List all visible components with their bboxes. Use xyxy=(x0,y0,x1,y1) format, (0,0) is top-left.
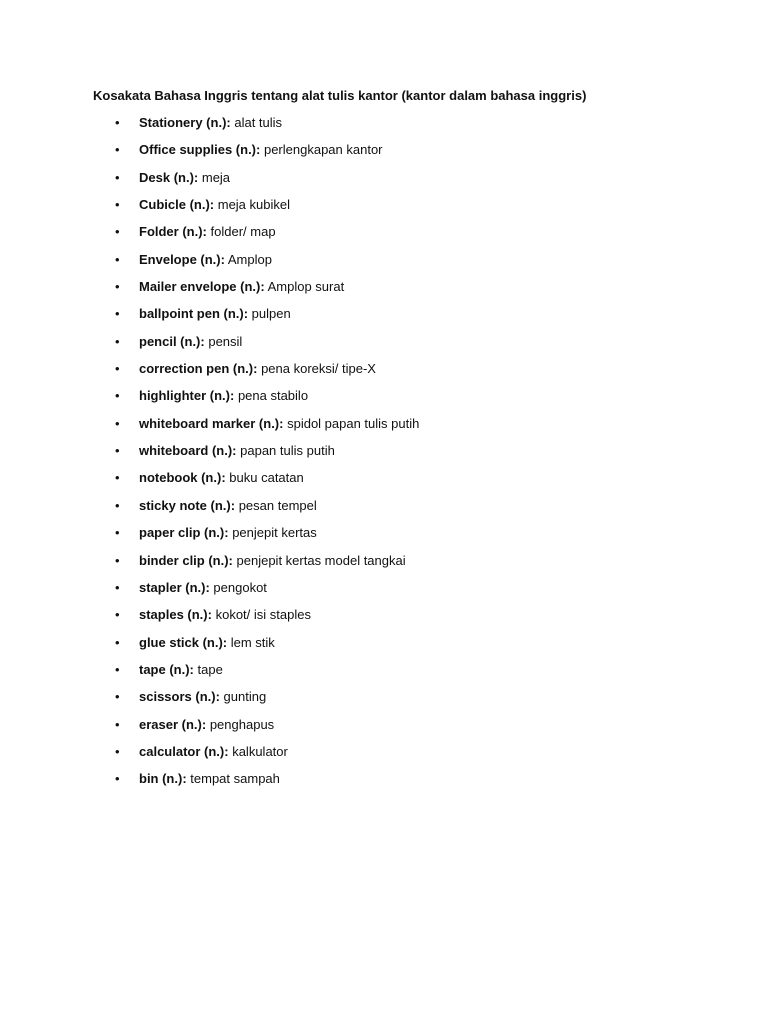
vocab-meaning: buku catatan xyxy=(229,470,304,486)
list-item xyxy=(0,114,768,141)
list-item xyxy=(0,305,768,332)
vocab-meaning: meja kubikel xyxy=(217,197,290,213)
list-item xyxy=(0,770,768,797)
list-item xyxy=(0,634,768,661)
bullet-icon: • xyxy=(115,306,120,322)
vocab-entry xyxy=(139,387,308,405)
vocab-term: ballpoint pen (n.): xyxy=(139,306,249,322)
list-item xyxy=(0,716,768,743)
vocab-entry xyxy=(139,251,272,269)
bullet-icon: • xyxy=(115,443,120,459)
vocab-entry xyxy=(139,442,335,460)
vocab-meaning: gunting xyxy=(223,689,267,705)
vocab-term: Folder (n.): xyxy=(139,224,207,240)
bullet-icon: • xyxy=(115,579,120,595)
list-item xyxy=(0,688,768,715)
vocab-meaning: tape xyxy=(197,661,223,677)
vocab-term: eraser (n.): xyxy=(139,716,207,732)
list-item xyxy=(0,661,768,688)
list-item xyxy=(0,442,768,469)
vocab-meaning: penghapus xyxy=(209,716,275,732)
vocab-entry xyxy=(139,169,230,187)
vocab-entry xyxy=(139,688,266,706)
vocab-term: stapler (n.): xyxy=(139,579,210,595)
vocab-entry xyxy=(139,552,406,570)
vocab-term: Desk (n.): xyxy=(139,169,199,185)
bullet-icon: • xyxy=(115,497,120,513)
bullet-icon: • xyxy=(115,279,120,295)
vocab-meaning: folder/ map xyxy=(210,224,276,240)
bullet-icon: • xyxy=(115,661,120,677)
vocab-meaning: kalkulator xyxy=(232,743,288,759)
vocab-entry xyxy=(139,661,223,679)
vocab-term: correction pen (n.): xyxy=(139,361,258,377)
vocab-term: highlighter (n.): xyxy=(139,388,235,404)
vocab-meaning: penjepit kertas xyxy=(232,525,317,541)
vocab-term: Envelope (n.): xyxy=(139,251,225,267)
vocab-term: Stationery (n.): xyxy=(139,115,231,130)
bullet-icon: • xyxy=(115,224,120,240)
vocab-entry xyxy=(139,497,317,515)
vocab-entry xyxy=(139,141,383,159)
vocab-meaning: spidol papan tulis putih xyxy=(287,415,420,431)
list-item xyxy=(0,196,768,223)
vocab-term: Mailer envelope (n.): xyxy=(139,279,265,295)
vocab-meaning: penjepit kertas model tangkai xyxy=(236,552,406,568)
vocab-term: glue stick (n.): xyxy=(139,634,228,650)
list-item xyxy=(0,606,768,633)
vocab-term: whiteboard marker (n.): xyxy=(139,415,284,431)
vocab-meaning: Amplop surat xyxy=(267,279,345,295)
list-item xyxy=(0,360,768,387)
vocabulary-list xyxy=(0,114,768,798)
list-item xyxy=(0,497,768,524)
vocab-entry xyxy=(139,716,274,734)
vocab-entry xyxy=(139,114,282,132)
vocab-term: scissors (n.): xyxy=(139,689,220,705)
list-item xyxy=(0,141,768,168)
vocab-meaning: pena stabilo xyxy=(237,388,309,404)
vocab-meaning: pena koreksi/ tipe-X xyxy=(261,361,376,377)
bullet-icon: • xyxy=(115,388,120,404)
list-item xyxy=(0,278,768,305)
vocab-entry xyxy=(139,305,291,323)
bullet-icon: • xyxy=(115,689,120,705)
bullet-icon: • xyxy=(115,470,120,486)
vocab-entry xyxy=(139,360,376,378)
list-item xyxy=(0,524,768,551)
vocab-meaning: papan tulis putih xyxy=(240,443,335,459)
list-item xyxy=(0,579,768,606)
vocab-entry xyxy=(139,415,419,433)
bullet-icon: • xyxy=(115,115,120,130)
vocab-term: tape (n.): xyxy=(139,661,194,677)
bullet-icon: • xyxy=(115,333,120,349)
vocab-term: Cubicle (n.): xyxy=(139,197,215,213)
list-item xyxy=(0,387,768,414)
vocab-term: staples (n.): xyxy=(139,607,212,623)
vocab-term: pencil (n.): xyxy=(139,333,205,349)
bullet-icon: • xyxy=(115,361,120,377)
vocab-entry xyxy=(139,223,276,241)
vocab-entry xyxy=(139,524,317,542)
bullet-icon: • xyxy=(115,142,120,158)
vocab-meaning: Amplop xyxy=(227,251,272,267)
bullet-icon: • xyxy=(115,415,120,431)
list-item xyxy=(0,333,768,360)
vocab-term: Office supplies (n.): xyxy=(139,142,261,158)
vocab-term: bin (n.): xyxy=(139,771,187,787)
vocab-term: notebook (n.): xyxy=(139,470,226,486)
vocab-meaning: pensil xyxy=(208,333,243,349)
list-item xyxy=(0,415,768,442)
bullet-icon: • xyxy=(115,743,120,759)
bullet-icon: • xyxy=(115,771,120,787)
vocab-meaning: perlengkapan kantor xyxy=(263,142,383,158)
bullet-icon: • xyxy=(115,169,120,185)
vocab-meaning: pulpen xyxy=(251,306,291,322)
vocab-entry xyxy=(139,743,288,761)
vocab-entry xyxy=(139,278,344,296)
vocab-entry xyxy=(139,333,242,351)
list-item xyxy=(0,223,768,250)
vocab-meaning: pengokot xyxy=(213,579,267,595)
vocab-entry xyxy=(139,606,311,624)
vocab-entry xyxy=(139,770,280,788)
bullet-icon: • xyxy=(115,525,120,541)
list-item xyxy=(0,169,768,196)
vocab-meaning: kokot/ isi staples xyxy=(215,607,311,623)
bullet-icon: • xyxy=(115,197,120,213)
bullet-icon: • xyxy=(115,552,120,568)
vocab-term: binder clip (n.): xyxy=(139,552,233,568)
list-item xyxy=(0,552,768,579)
vocab-meaning: meja xyxy=(201,169,231,185)
list-item xyxy=(0,469,768,496)
bullet-icon: • xyxy=(115,251,120,267)
vocab-meaning: lem stik xyxy=(230,634,275,650)
bullet-icon: • xyxy=(115,607,120,623)
vocab-meaning: pesan tempel xyxy=(238,497,317,513)
vocab-term: sticky note (n.): xyxy=(139,497,236,513)
vocab-meaning: alat tulis xyxy=(234,115,283,130)
vocab-term: whiteboard (n.): xyxy=(139,443,237,459)
vocab-entry xyxy=(139,634,275,652)
bullet-icon: • xyxy=(115,634,120,650)
vocab-entry xyxy=(139,469,304,487)
vocab-term: paper clip (n.): xyxy=(139,525,229,541)
bullet-icon: • xyxy=(115,716,120,732)
vocab-meaning: tempat sampah xyxy=(190,771,280,787)
vocab-term: calculator (n.): xyxy=(139,743,229,759)
list-item xyxy=(0,251,768,278)
vocab-entry xyxy=(139,579,267,597)
list-item xyxy=(0,743,768,770)
document-title: Kosakata Bahasa Inggris tentang alat tulis kantor (kantor dalam bahasa inggris) xyxy=(93,88,587,103)
vocab-entry xyxy=(139,196,290,214)
